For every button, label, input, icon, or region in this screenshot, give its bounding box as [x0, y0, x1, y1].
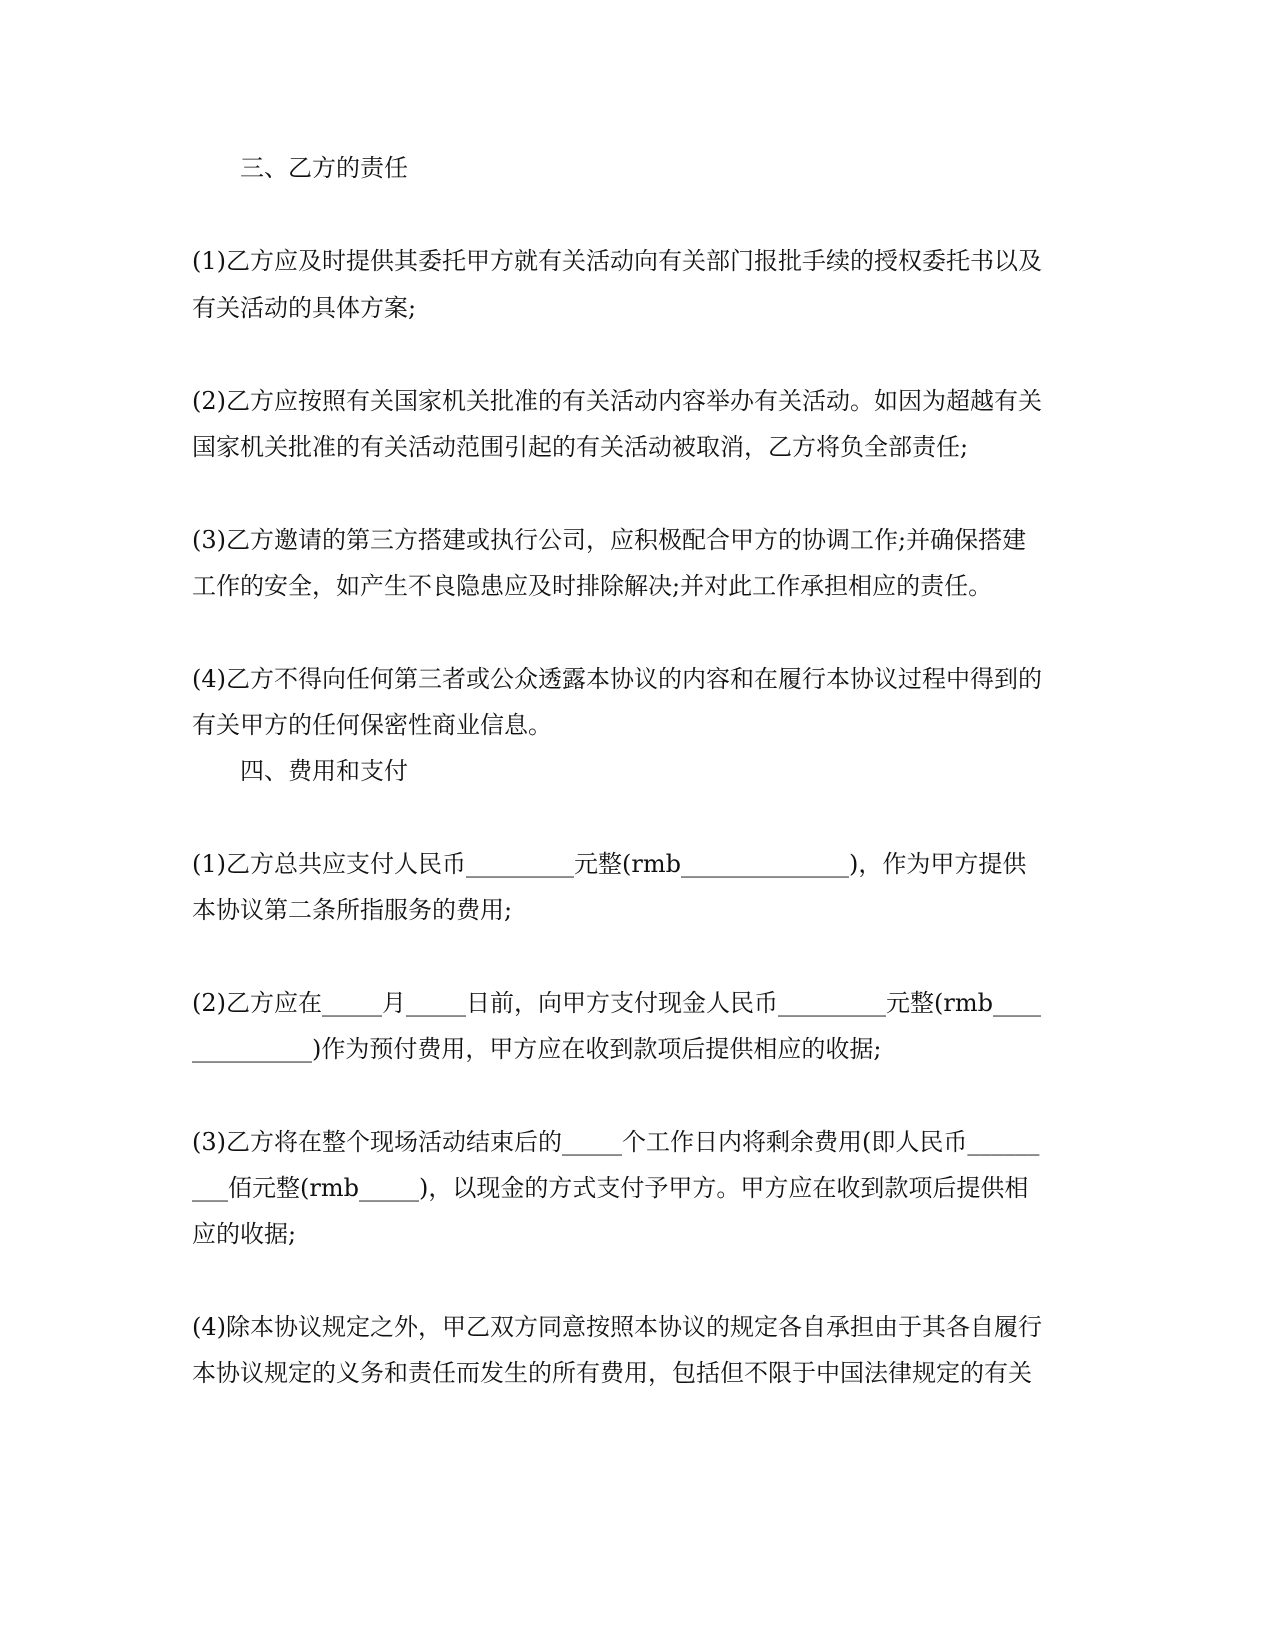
clause-4-3-line-2: ___佰元整(rmb_____)，以现金的方式支付予甲方。甲方应在收到款项后提供相 — [192, 1174, 1029, 1202]
clause-3-1-line-1: (1)乙方应及时提供其委托甲方就有关活动向有关部门报批手续的授权委托书以及 — [192, 247, 1042, 275]
section-heading-4: 四、费用和支付 — [240, 757, 408, 785]
clause-3-4-line-1: (4)乙方不得向任何第三者或公众透露本协议的内容和在履行本协议过程中得到的 — [192, 665, 1042, 693]
clause-4-2-line-1: (2)乙方应在_____月_____日前，向甲方支付现金人民币_________元整(rmb____ — [192, 989, 1041, 1017]
clause-4-1-line-1: (1)乙方总共应支付人民币_________元整(rmb______________)，作为甲方提供 — [192, 850, 1027, 878]
section-heading-3: 三、乙方的责任 — [240, 154, 408, 182]
clause-3-3-line-1: (3)乙方邀请的第三方搭建或执行公司，应积极配合甲方的协调工作;并确保搭建 — [192, 526, 1027, 554]
clause-4-4-line-1: (4)除本协议规定之外，甲乙双方同意按照本协议的规定各自承担由于其各自履行 — [192, 1313, 1042, 1341]
clause-3-2-line-2: 国家机关批准的有关活动范围引起的有关活动被取消，乙方将负全部责任; — [192, 433, 969, 461]
clause-3-4-line-2: 有关甲方的任何保密性商业信息。 — [192, 711, 552, 739]
clause-4-3-line-3: 应的收据; — [192, 1220, 297, 1248]
clause-4-1-line-2: 本协议第二条所指服务的费用; — [192, 896, 513, 924]
clause-3-1-line-2: 有关活动的具体方案; — [192, 294, 417, 322]
clause-3-3-line-2: 工作的安全，如产生不良隐患应及时排除解决;并对此工作承担相应的责任。 — [192, 572, 993, 600]
clause-4-2-line-2: __________)作为预付费用，甲方应在收到款项后提供相应的收据; — [192, 1035, 882, 1063]
clause-3-2-line-1: (2)乙方应按照有关国家机关批准的有关活动内容举办有关活动。如因为超越有关 — [192, 387, 1042, 415]
clause-4-4-line-2: 本协议规定的义务和责任而发生的所有费用，包括但不限于中国法律规定的有关 — [192, 1359, 1032, 1387]
clause-4-3-line-1: (3)乙方将在整个现场活动结束后的_____个工作日内将剩余费用(即人民币______ — [192, 1128, 1040, 1156]
